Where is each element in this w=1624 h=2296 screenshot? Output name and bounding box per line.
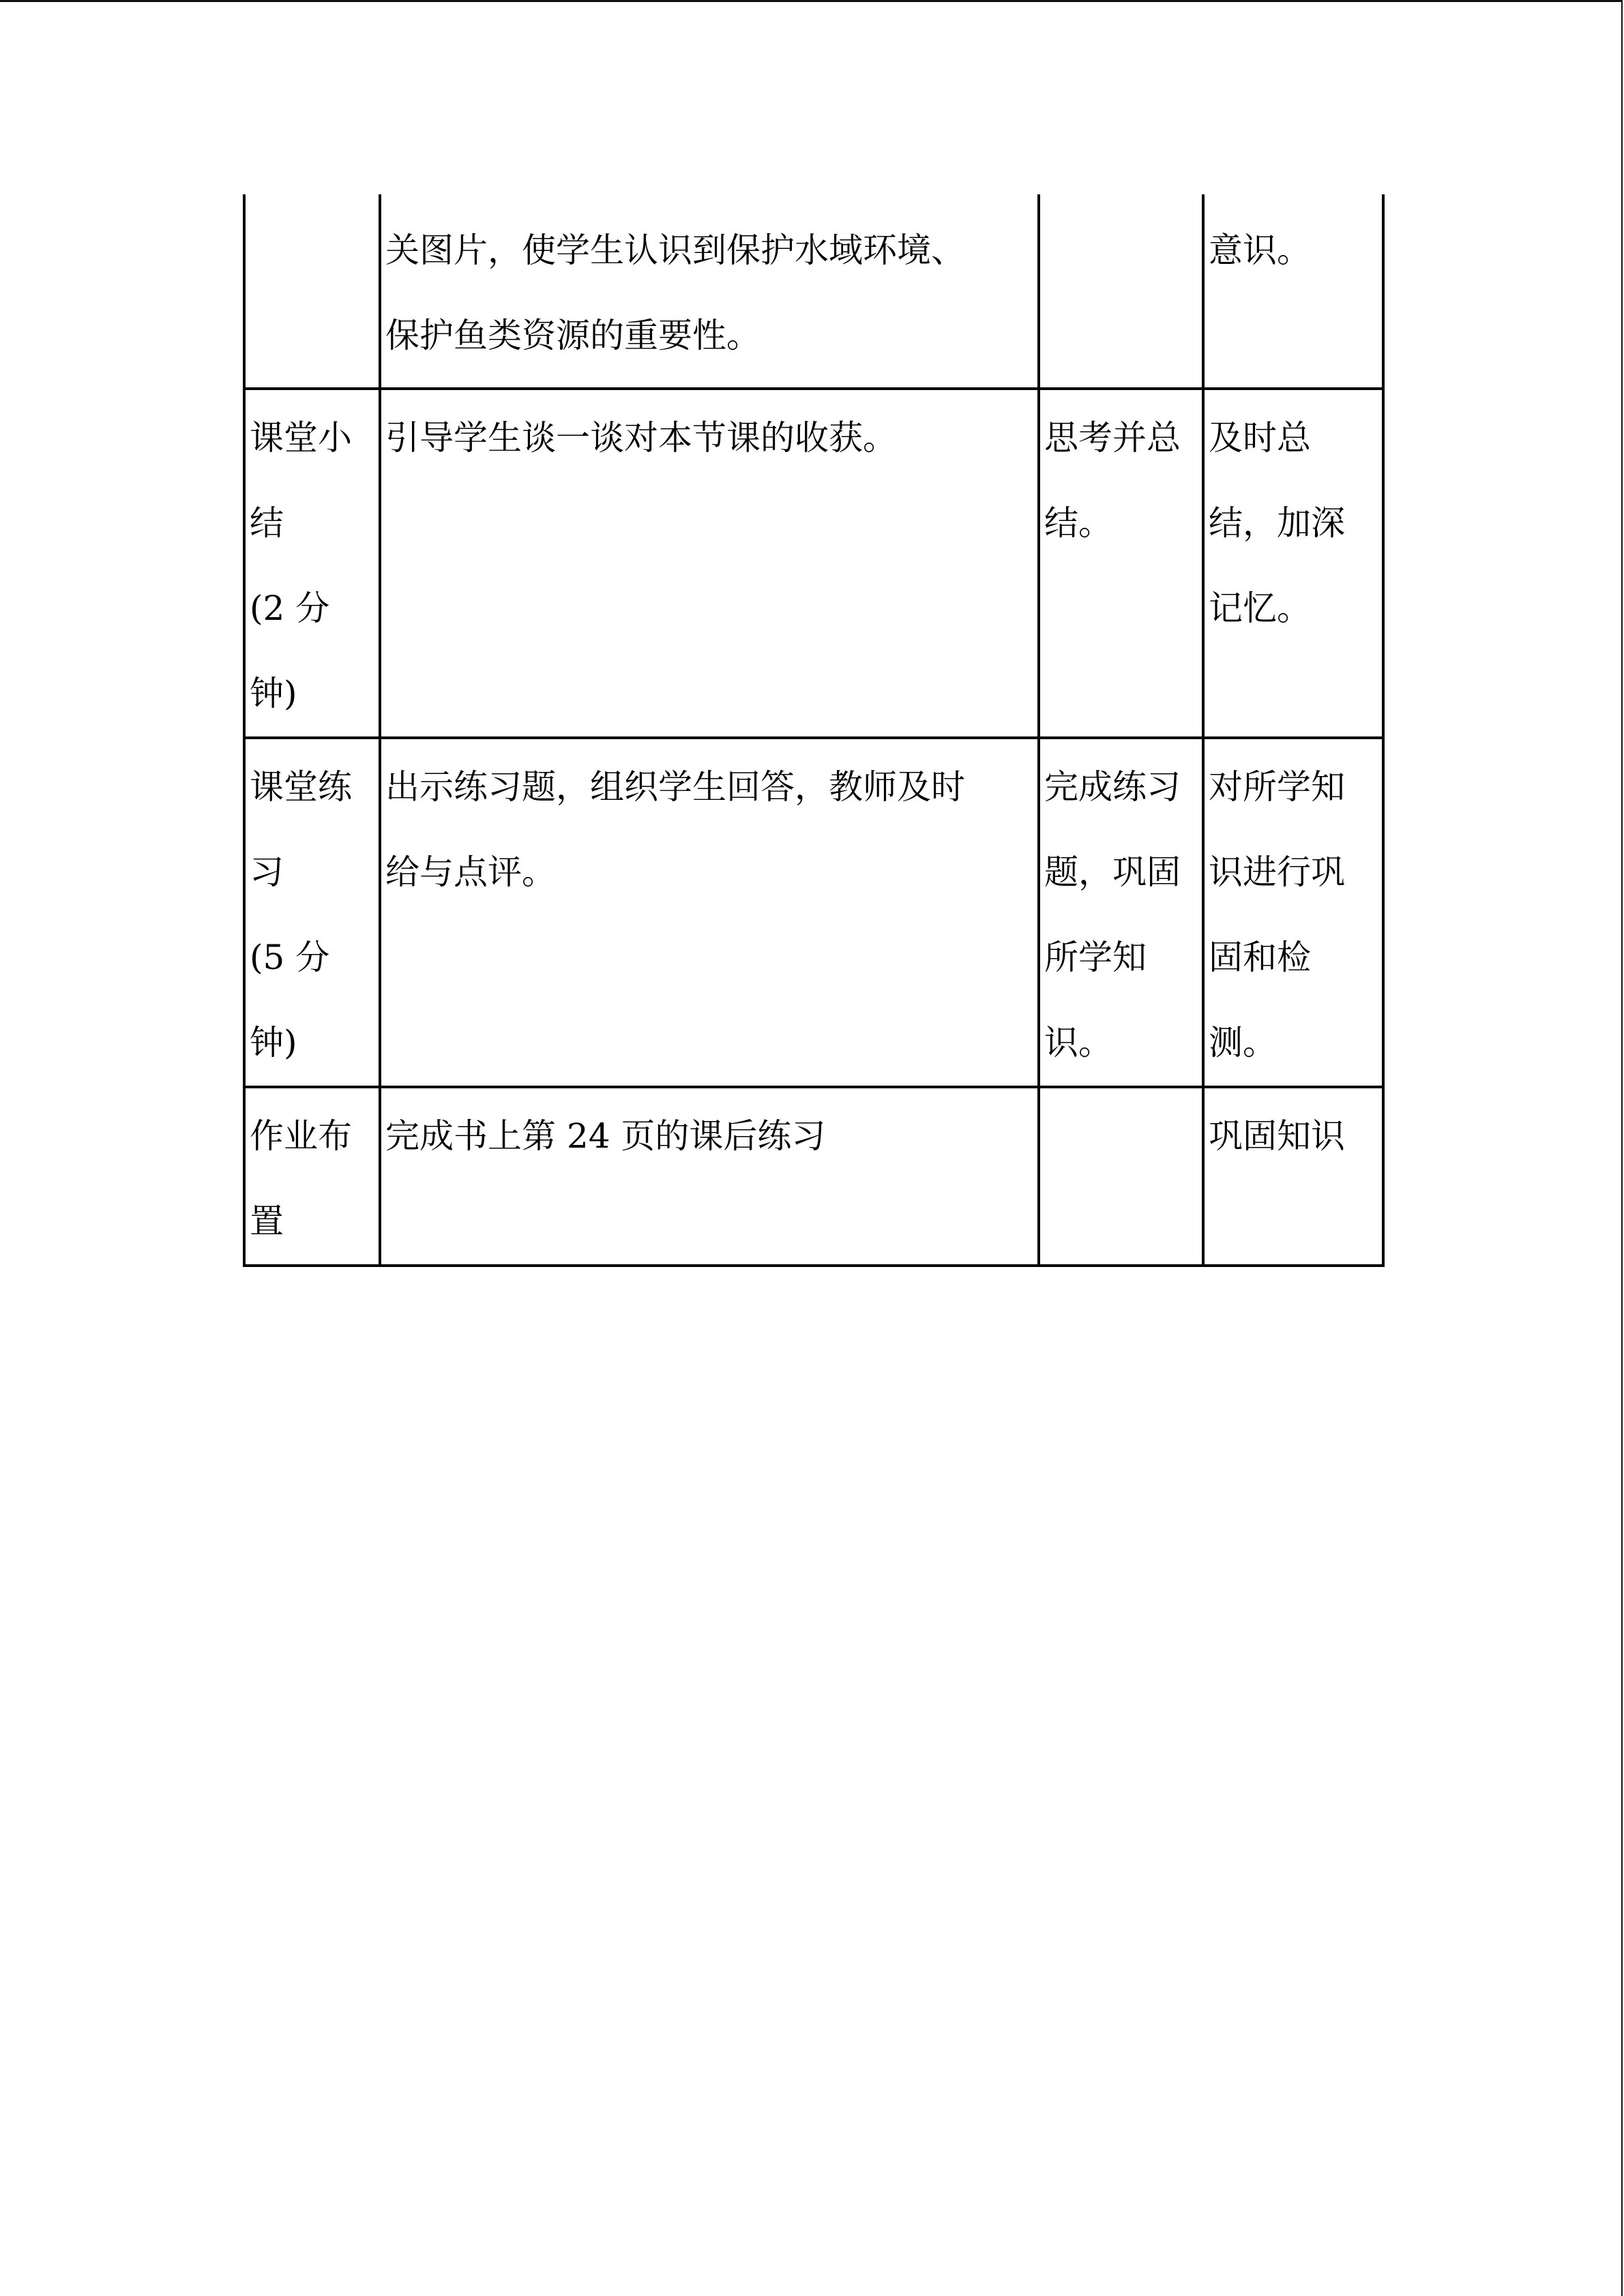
cell-text: 结，加深 <box>1209 503 1345 543</box>
design-intent-cell <box>1203 738 1383 1087</box>
cell-text: 关图片，使学生认识到保护水域环境、 <box>385 230 965 270</box>
cell-text: 及时总 <box>1209 418 1311 458</box>
cell-text: 完成书上第 24 页的课后练习 <box>385 1116 826 1156</box>
cell-text: 识进行巩 <box>1209 852 1345 892</box>
stage-cell <box>244 194 380 389</box>
teacher-activity-cell <box>380 389 1039 738</box>
cell-text: 完成练习 <box>1044 767 1181 807</box>
cell-text: 巩固知识 <box>1209 1116 1345 1156</box>
teacher-activity-cell <box>380 194 1039 389</box>
cell-text: 记忆。 <box>1209 588 1311 628</box>
student-activity-cell <box>1039 389 1203 738</box>
student-activity-cell <box>1039 1087 1203 1266</box>
cell-text: 钟) <box>250 1023 297 1062</box>
cell-text: 识。 <box>1044 1023 1112 1062</box>
cell-text: (2 分 <box>250 588 330 628</box>
design-intent-cell <box>1203 194 1383 389</box>
student-activity-cell <box>1039 738 1203 1087</box>
cell-text: 固和检 <box>1209 938 1311 977</box>
cell-text: 课堂小 <box>250 418 352 458</box>
cell-text: 题，巩固 <box>1044 852 1181 892</box>
cell-text: 课堂练 <box>250 767 352 807</box>
cell-text: 保护鱼类资源的重要性。 <box>385 316 761 355</box>
design-intent-cell <box>1203 1087 1383 1266</box>
stage-cell <box>244 389 380 738</box>
student-activity-cell <box>1039 194 1203 389</box>
cell-text: 习 <box>250 852 284 892</box>
cell-text: 思考并总 <box>1044 418 1181 458</box>
cell-text: 钟) <box>250 674 297 713</box>
table-row-homework <box>244 1087 1383 1266</box>
cell-text: 给与点评。 <box>385 852 556 892</box>
design-intent-cell <box>1203 389 1383 738</box>
cell-text: 作业布 <box>250 1116 352 1156</box>
teacher-activity-cell <box>380 1087 1039 1266</box>
cell-text: 测。 <box>1209 1023 1277 1062</box>
cell-text: 结。 <box>1044 503 1112 543</box>
teacher-activity-cell <box>380 738 1039 1087</box>
cell-text: 意识。 <box>1209 230 1311 270</box>
table-row-class-practice <box>244 738 1383 1087</box>
stage-cell <box>244 738 380 1087</box>
cell-text: 结 <box>250 503 284 543</box>
stage-cell <box>244 1087 380 1266</box>
cell-text: 出示练习题，组织学生回答，教师及时 <box>385 767 965 807</box>
cell-text: 置 <box>250 1202 284 1241</box>
lesson-plan-table <box>243 194 1385 1267</box>
cell-text: 引导学生谈一谈对本节课的收获。 <box>385 418 897 458</box>
table-row-continued <box>244 194 1383 389</box>
cell-text: 对所学知 <box>1209 767 1345 807</box>
cell-text: 所学知 <box>1044 938 1147 977</box>
table-row-class-summary <box>244 389 1383 738</box>
cell-text: (5 分 <box>250 938 330 977</box>
